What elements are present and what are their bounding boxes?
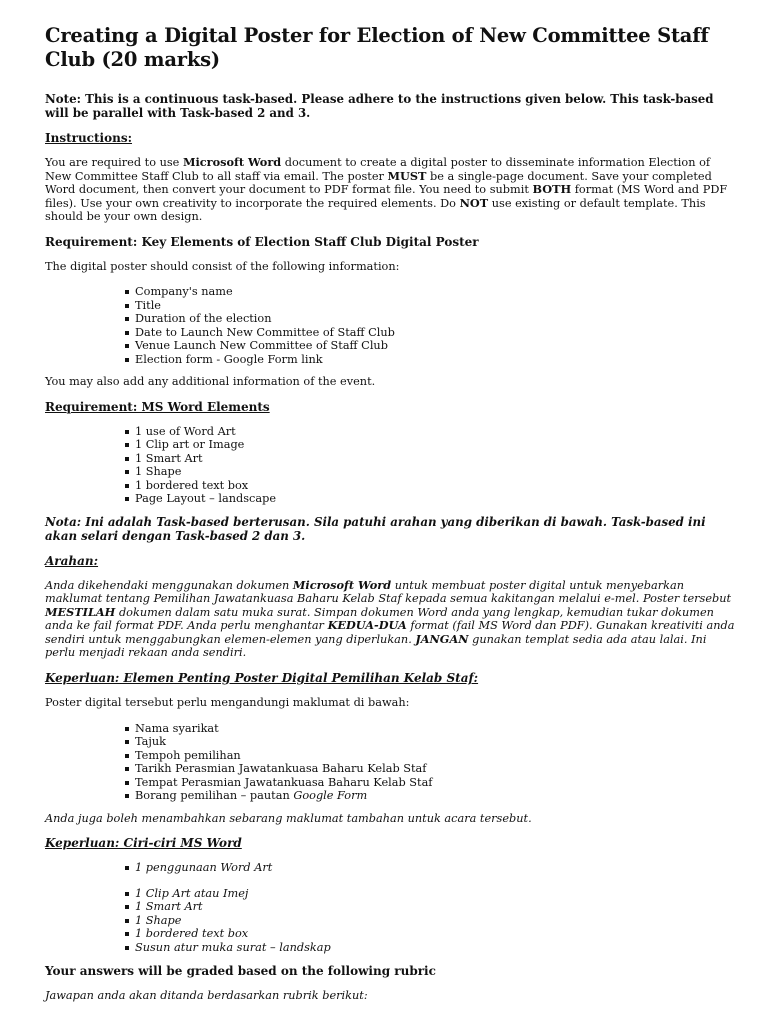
rubric-heading-malay: Jawapan anda akan ditanda berdasarkan rubrik berikut: bbox=[45, 989, 368, 1003]
note-malay: Nota: Ini adalah Task-based berterusan. Sila patuhi arahan yang diberikan di bawah. Task-based ini akan selari dengan Task-based 2 dan 3. bbox=[45, 514, 706, 543]
list-item: 1 Smart Art bbox=[125, 900, 738, 914]
arahan-paragraph: Anda dikehendaki menggunakan dokumen Microsoft Word untuk membuat poster digital untuk menyebarkan maklumat tentang Pemilihan Jawatankuasa Baharu Kelab Staf kepada semua kakitangan melalui e-mel. Poster tersebut MESTILAH dokumen dalam satu muka surat. Simpan dokumen Word anda yang lengkap, kemudian tukar dokumen anda ke fail format PDF. Anda perlu menghantar KEDUA-DUA format (fail MS Word dan PDF). Gunakan kreativiti anda sendiri untuk menggabungkan elemen-elemen yang diperlukan. JANGAN gunakan templat sedia ada atau lalai. Ini perlu menjadi rekaan anda sendiri. bbox=[45, 577, 735, 660]
keperluan-ms-word-list bbox=[45, 887, 738, 955]
list-item: 1 Clip art or Image bbox=[125, 438, 738, 452]
page-title: Creating a Digital Poster for Election of New Committee Staff Club (20 marks) bbox=[45, 24, 709, 71]
list-item: Tempat Perasmian Jawatankuasa Baharu Kelab Staf bbox=[125, 776, 738, 790]
list-item: 1 bordered text box bbox=[125, 479, 738, 493]
list-item: 1 Shape bbox=[125, 465, 738, 479]
requirement-key-elements-intro: The digital poster should consist of the following information: bbox=[45, 259, 400, 273]
list-item: Susun atur muka surat – landskap bbox=[125, 941, 738, 955]
list-item: 1 use of Word Art bbox=[125, 425, 738, 439]
instructions-heading: Instructions: bbox=[45, 131, 133, 145]
requirement-key-elements-heading: Requirement: Key Elements of Election Staff Club Digital Poster bbox=[45, 234, 479, 249]
keperluan-ms-word-first bbox=[45, 861, 738, 875]
key-elements-list bbox=[45, 285, 738, 366]
keperluan-elements-intro: Poster digital tersebut perlu mengandungi maklumat di bawah: bbox=[45, 696, 410, 710]
keperluan-elements-list bbox=[45, 722, 738, 803]
arahan-heading: Arahan: bbox=[45, 553, 99, 568]
rubric-heading-english: Your answers will be graded based on the following rubric bbox=[45, 964, 436, 979]
keperluan-elements-heading: Keperluan: Elemen Penting Poster Digital Pemilihan Kelab Staf: bbox=[45, 671, 479, 686]
list-item: 1 Shape bbox=[125, 914, 738, 928]
requirement-additional-info: You may also add any additional information of the event. bbox=[45, 375, 376, 388]
list-item: Nama syarikat bbox=[125, 722, 738, 736]
ms-word-elements-list bbox=[45, 425, 738, 506]
list-item: 1 Smart Art bbox=[125, 452, 738, 466]
note-english: Note: This is a continuous task-based. Please adhere to the instructions given below. This task-based will be parallel with Task-based 2 and 3. bbox=[45, 92, 714, 120]
list-item: Tajuk bbox=[125, 735, 738, 749]
list-item: 1 penggunaan Word Art bbox=[125, 861, 738, 875]
list-item: Election form - Google Form link bbox=[125, 353, 738, 367]
list-item: Title bbox=[125, 299, 738, 313]
list-item: Company's name bbox=[125, 285, 738, 299]
instructions-paragraph: You are required to use Microsoft Word document to create a digital poster to disseminate information Election of New Committee Staff Club to all staff via email. The poster MUST be a single-page document. Save your completed Word document, then convert your document to PDF format file. You need to submit BOTH format (MS Word and PDF files). Use your own creativity to incorporate the required elements. Do NOT use existing or default template. This should be your own design. bbox=[45, 155, 728, 223]
list-item: 1 Clip Art atau Imej bbox=[125, 887, 738, 901]
malay-section bbox=[45, 515, 738, 955]
list-item: Date to Launch New Committee of Staff Club bbox=[125, 326, 738, 340]
list-item: Tarikh Perasmian Jawatankuasa Baharu Kelab Staf bbox=[125, 762, 738, 776]
list-item: Page Layout – landscape bbox=[125, 492, 738, 506]
list-item: Tempoh pemilihan bbox=[125, 749, 738, 763]
list-item: 1 bordered text box bbox=[125, 927, 738, 941]
requirement-ms-word-heading: Requirement: MS Word Elements bbox=[45, 399, 270, 414]
list-item: Venue Launch New Committee of Staff Club bbox=[125, 339, 738, 353]
list-item: Duration of the election bbox=[125, 312, 738, 326]
keperluan-ms-word-heading: Keperluan: Ciri-ciri MS Word bbox=[45, 836, 242, 851]
list-item: Borang pemilihan – pautan Google Form bbox=[125, 789, 738, 803]
keperluan-additional-info: Anda juga boleh menambahkan sebarang maklumat tambahan untuk acara tersebut. bbox=[45, 811, 532, 825]
